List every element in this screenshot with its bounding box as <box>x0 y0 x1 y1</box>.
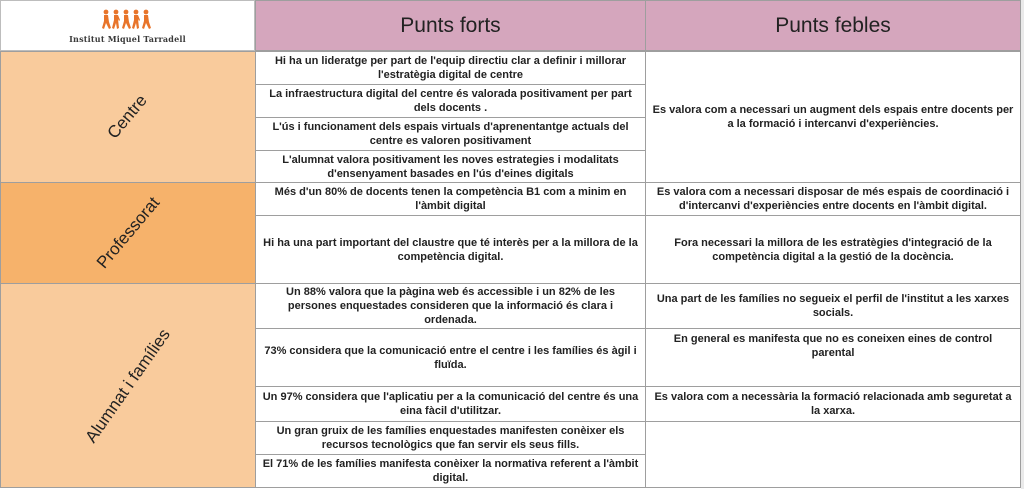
category-professorat <box>0 182 256 284</box>
header-weaknesses <box>645 0 1021 51</box>
category-alumnat-label: Alumnat i famílies <box>81 324 174 446</box>
header-strengths <box>255 0 646 51</box>
strength-centre-3: L'ús i funcionament dels espais virtuals d'aprenentantge actuals del centre es valoren positivament <box>255 117 646 151</box>
weakness-alumnat-3: Es valora com a necessària la formació relacionada amb seguretat a la xarxa. <box>645 386 1021 422</box>
weakness-centre-1: Es valora com a necessari un augment dels espais entre docents per a la formació i intercanvi d'experiències. <box>645 51 1021 183</box>
weakness-professorat-2: Fora necessari la millora de les estratègies d'integració de la competència digital a la gestió de la docència. <box>645 215 1021 284</box>
strength-centre-4: L'alumnat valora positivament les noves estrategies i modalitats d'ensenyament basades en l'ús d'eines digitals <box>255 150 646 183</box>
weakness-alumnat-2: En general es manifesta que no es coneixen eines de control parental <box>645 328 1021 387</box>
strength-alumnat-4: Un gran gruix de les famílies enquestades manifesten conèixer els recursos tecnològics que fan servir els seus fills. <box>255 421 646 455</box>
logo-cell <box>0 0 255 51</box>
logo-label: Institut Miquel Tarradell <box>69 33 186 44</box>
strength-alumnat-2: 73% considera que la comunicació entre el centre i les famílies és àgil i fluïda. <box>255 328 646 387</box>
category-alumnat <box>0 283 256 488</box>
header-strengths-label: Punts forts <box>400 13 501 37</box>
weakness-professorat-1: Es valora com a necessari disposar de més espais de coordinació i d'intercanvi d'experiències entre docents en l'àmbit digital. <box>645 182 1021 216</box>
category-professorat-label: Professorat <box>92 193 163 273</box>
category-centre-label: Centre <box>103 91 152 143</box>
header-weaknesses-label: Punts febles <box>775 13 891 37</box>
strength-alumnat-1: Un 88% valora que la pàgina web és accessible i un 82% de les persones enquestades consideren que la informació és clara i ordenada. <box>255 283 646 329</box>
category-centre <box>0 51 256 183</box>
strength-centre-2: La infraestructura digital del centre és valorada positivament per part dels docents . <box>255 84 646 118</box>
strength-professorat-2: Hi ha una part important del claustre que té interès per a la millora de la competència digital. <box>255 215 646 284</box>
strength-centre-1: Hi ha un lideratge per part de l'equip directiu clar a definir i millorar l'estratègia digital de centre <box>255 51 646 85</box>
strength-alumnat-3: Un 97% considera que l'aplicatiu per a la comunicació del centre és una eina fàcil d'utilitzar. <box>255 386 646 422</box>
strength-professorat-1: Més d'un 80% de docents tenen la competència B1 com a minim en l'àmbit digital <box>255 182 646 216</box>
strength-alumnat-5: El 71% de les famílies manifesta conèixer la normativa referent a l'àmbit digital. <box>255 454 646 488</box>
weakness-alumnat-4 <box>645 421 1021 488</box>
school-logo-icon <box>101 8 155 32</box>
weakness-alumnat-1: Una part de les famílies no segueix el perfil de l'institut a les xarxes socials. <box>645 283 1021 329</box>
